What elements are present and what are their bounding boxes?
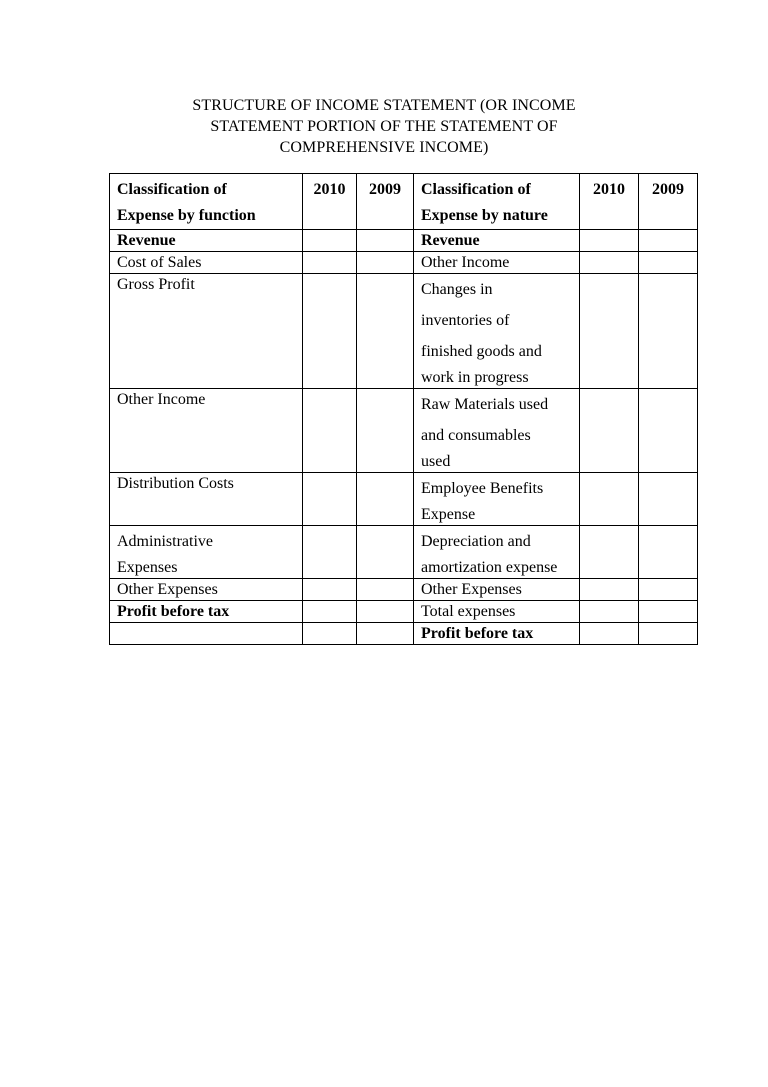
table-row: [110, 526, 698, 579]
value-cell: [639, 579, 698, 601]
value-cell: [639, 623, 698, 645]
value-cell: [639, 389, 698, 473]
value-cell: [303, 389, 357, 473]
table-row: [110, 623, 698, 645]
table-row: [110, 579, 698, 601]
nature-cell: Revenue: [414, 230, 580, 252]
value-cell: [303, 230, 357, 252]
value-cell: [303, 623, 357, 645]
value-cell: [303, 252, 357, 274]
value-cell: [639, 526, 698, 579]
header-function: Classification of Expense by function: [110, 174, 303, 230]
function-cell: Profit before tax: [110, 601, 303, 623]
value-cell: [303, 579, 357, 601]
header-year-2010-nature: 2010: [580, 174, 639, 230]
header-row: [110, 174, 698, 230]
value-cell: [357, 623, 414, 645]
title-line: COMPREHENSIVE INCOME): [279, 139, 489, 156]
nature-cell: Changes in inventories of finished goods and work in progress: [414, 274, 580, 389]
table-row: [110, 230, 698, 252]
header-year-2009: 2009: [357, 174, 414, 230]
title-line: STATEMENT PORTION OF THE STATEMENT OF: [210, 118, 558, 135]
nature-cell: Employee Benefits Expense: [414, 473, 580, 526]
value-cell: [357, 252, 414, 274]
value-cell: [580, 579, 639, 601]
value-cell: [357, 473, 414, 526]
value-cell: [580, 623, 639, 645]
value-cell: [580, 274, 639, 389]
title-line: STRUCTURE OF INCOME STATEMENT (OR INCOME: [192, 97, 576, 114]
value-cell: [357, 274, 414, 389]
function-cell: Cost of Sales: [110, 252, 303, 274]
table-row: [110, 473, 698, 526]
value-cell: [580, 601, 639, 623]
value-cell: [580, 252, 639, 274]
value-cell: [303, 473, 357, 526]
table-row: [110, 389, 698, 473]
value-cell: [357, 389, 414, 473]
value-cell: [303, 526, 357, 579]
function-cell: Gross Profit: [110, 274, 303, 389]
value-cell: [639, 252, 698, 274]
value-cell: [357, 601, 414, 623]
function-cell: Revenue: [110, 230, 303, 252]
value-cell: [639, 473, 698, 526]
value-cell: [303, 274, 357, 389]
table-row: [110, 601, 698, 623]
value-cell: [357, 579, 414, 601]
function-cell: Other Income: [110, 389, 303, 473]
table-row: [110, 274, 698, 389]
nature-cell: Profit before tax: [414, 623, 580, 645]
document-title: [150, 95, 618, 158]
nature-cell: Other Income: [414, 252, 580, 274]
function-cell: Other Expenses: [110, 579, 303, 601]
nature-cell: Raw Materials used and consumables used: [414, 389, 580, 473]
function-cell: Distribution Costs: [110, 473, 303, 526]
function-cell: [110, 623, 303, 645]
value-cell: [639, 274, 698, 389]
value-cell: [357, 526, 414, 579]
nature-cell: Other Expenses: [414, 579, 580, 601]
value-cell: [580, 526, 639, 579]
header-year-2009-nature: 2009: [639, 174, 698, 230]
value-cell: [580, 389, 639, 473]
value-cell: [303, 601, 357, 623]
header-nature: Classification of Expense by nature: [414, 174, 580, 230]
value-cell: [580, 473, 639, 526]
table-row: [110, 252, 698, 274]
income-statement-table: [109, 173, 698, 645]
value-cell: [639, 601, 698, 623]
value-cell: [580, 230, 639, 252]
header-year-2010: 2010: [303, 174, 357, 230]
nature-cell: Total expenses: [414, 601, 580, 623]
nature-cell: Depreciation and amortization expense: [414, 526, 580, 579]
function-cell: Administrative Expenses: [110, 526, 303, 579]
value-cell: [357, 230, 414, 252]
value-cell: [639, 230, 698, 252]
